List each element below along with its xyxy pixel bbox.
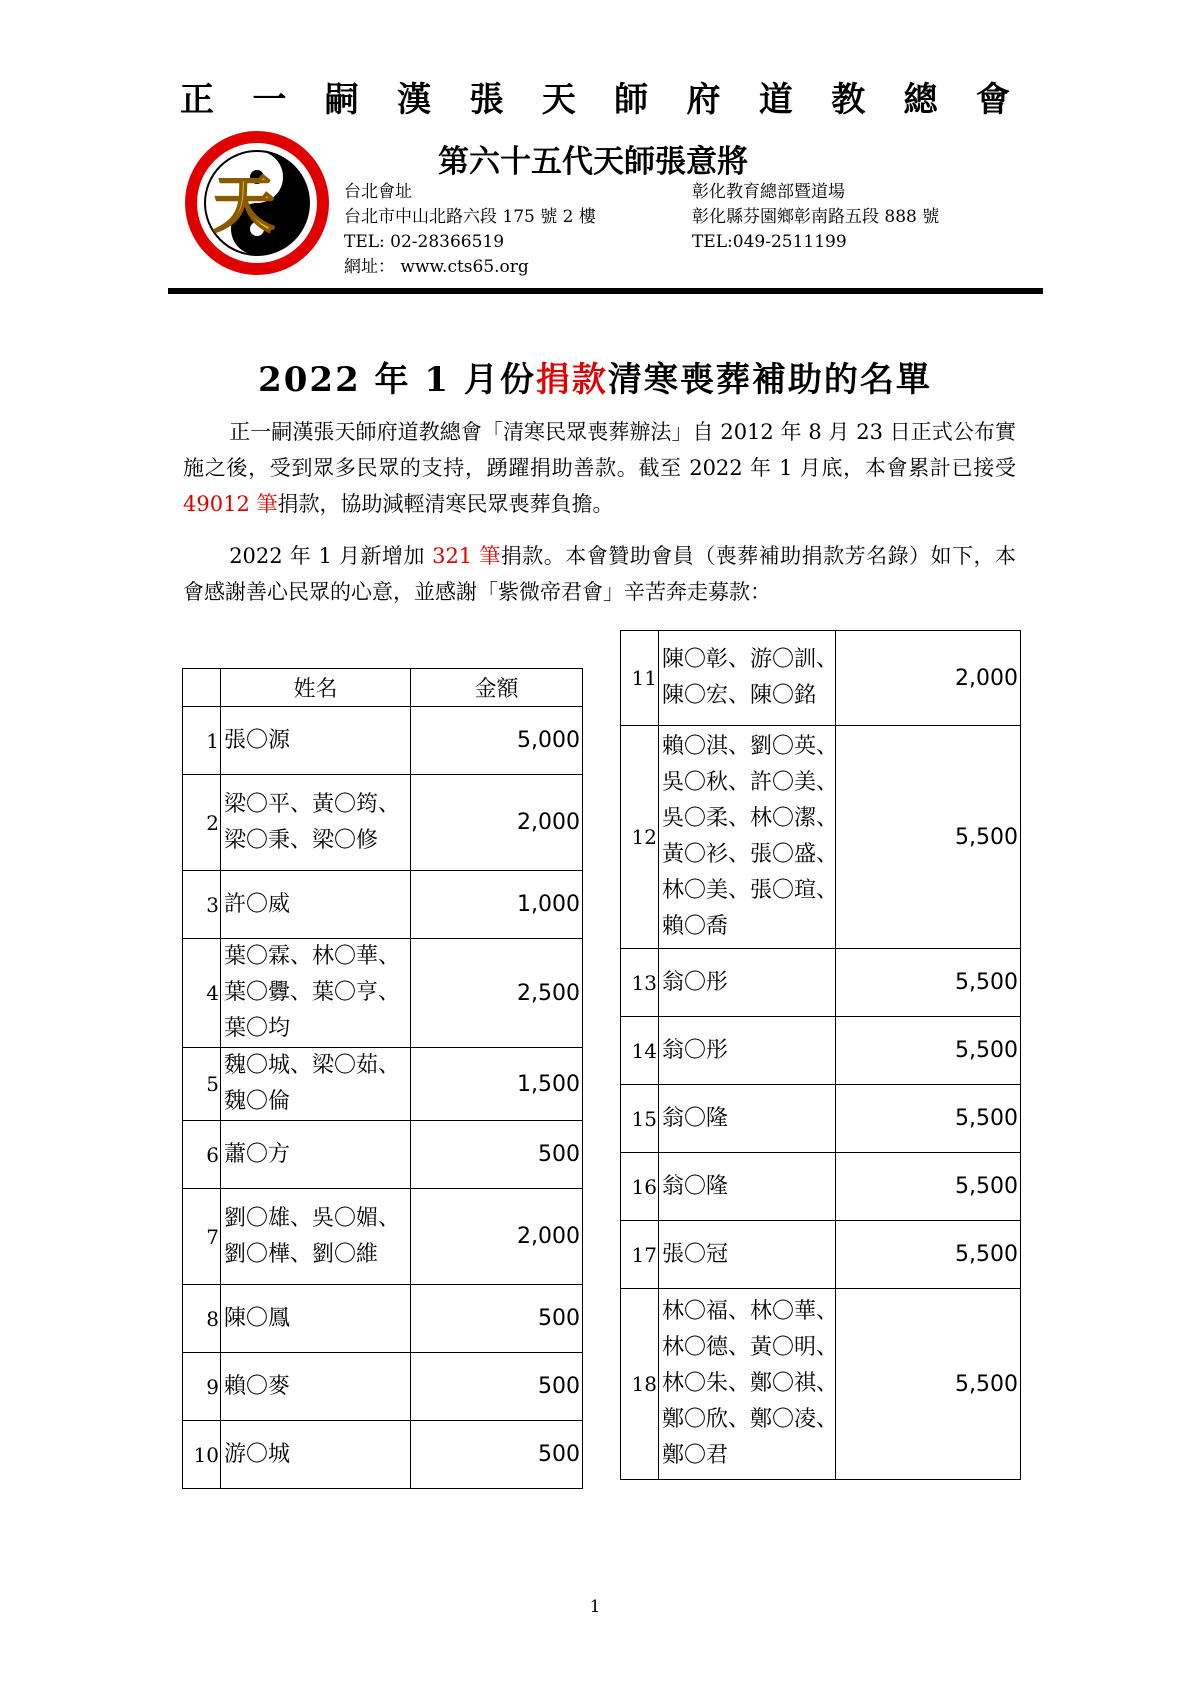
donation-amount: 2,000 [836, 631, 1021, 726]
changhua-address-block [692, 180, 939, 255]
table-row [621, 726, 1021, 949]
org-title-char: 教 [831, 80, 866, 120]
donor-name-line: 鄭〇君 [662, 1443, 729, 1468]
donation-amount: 500 [411, 1421, 583, 1489]
donation-amount: 2,000 [411, 1189, 583, 1285]
table-row [621, 1153, 1021, 1221]
changhua-address: 彰化縣芬園鄉彰南路五段 888 號 [692, 207, 940, 227]
row-number: 13 [621, 949, 659, 1017]
donation-amount: 5,500 [836, 1017, 1021, 1085]
table-row [183, 707, 583, 775]
donor-names-cell [659, 726, 839, 949]
org-title-char: 府 [686, 80, 721, 120]
donation-amount: 5,500 [836, 726, 1021, 949]
table-row [183, 775, 583, 871]
donor-name-line: 翁〇隆 [662, 1105, 729, 1131]
monthly-text-b: 捐款。本會贊助會員（喪葬補助捐款芳名錄）如下，本會感謝善心民眾的心意，並感謝「紫微帝君會」辛苦奔走募款： [183, 544, 1016, 604]
table-row [183, 1121, 583, 1189]
donor-table-right [620, 630, 1021, 1480]
org-title-char: 總 [903, 80, 938, 120]
donation-amount: 5,500 [836, 1153, 1021, 1221]
donor-name-line: 黃〇衫、張〇盛、 [662, 842, 839, 867]
donor-name-line: 賴〇淇、劉〇英、 [662, 734, 839, 759]
donor-name-line: 游〇城 [224, 1441, 291, 1467]
page-number: 1 [589, 1597, 601, 1617]
donor-name-line: 鄭〇欣、鄭〇凌、 [662, 1407, 839, 1432]
table-row [621, 1221, 1021, 1289]
donor-names-cell [659, 949, 836, 1017]
taipei-phone: TEL: 02-28366519 [344, 232, 505, 252]
table-row [183, 1048, 583, 1121]
row-number: 1 [183, 707, 221, 775]
header-amount-cell: 金額 [411, 669, 583, 707]
donor-name-line: 張〇冠 [662, 1241, 729, 1267]
donor-name-line: 劉〇雄、吳〇媚、 [224, 1205, 401, 1231]
row-number: 9 [183, 1353, 221, 1421]
donor-table-left [182, 668, 583, 1489]
taipei-address-block [344, 180, 596, 280]
donor-names-cell [659, 631, 839, 726]
donor-names-cell [221, 775, 411, 871]
donation-amount: 5,500 [836, 1221, 1021, 1289]
donation-amount: 1,500 [411, 1048, 583, 1121]
donation-amount: 500 [411, 1121, 583, 1189]
org-title-char: 師 [614, 80, 649, 120]
donor-names-cell [221, 1121, 411, 1189]
donor-names-cell [659, 1221, 836, 1289]
donor-name-line: 葉〇釁、葉〇亨、 [224, 980, 401, 1005]
org-title-char: 一 [252, 80, 287, 120]
monthly-donations-count: 321 筆 [432, 544, 501, 568]
row-number: 16 [621, 1153, 659, 1221]
donor-names-cell [221, 1189, 411, 1285]
donation-amount: 2,000 [411, 775, 583, 871]
row-number: 5 [183, 1048, 221, 1121]
donor-name-line: 劉〇樺、劉〇維 [224, 1241, 379, 1267]
org-title-char: 會 [975, 80, 1010, 120]
donor-name-line: 許〇威 [224, 891, 291, 917]
donor-name-line: 吳〇柔、林〇潔、 [662, 806, 839, 831]
donor-names-cell [659, 1289, 839, 1480]
donor-name-line: 翁〇隆 [662, 1173, 729, 1199]
row-number: 12 [621, 726, 659, 949]
heavenly-master-subtitle: 第六十五代天師張意將 [438, 144, 748, 180]
title-highlight: 捐款 [535, 360, 608, 400]
donor-names-cell [659, 1085, 836, 1153]
org-title-char: 正 [180, 80, 214, 120]
donor-name-line: 林〇德、黃〇明、 [662, 1335, 839, 1360]
taipei-address: 台北市中山北路六段 175 號 2 樓 [344, 207, 596, 227]
header-divider [168, 288, 1043, 294]
donor-name-line: 梁〇平、黃〇筠、 [224, 791, 401, 817]
donor-names-cell [221, 707, 411, 775]
document-title [0, 352, 1190, 401]
donor-name-line: 梁〇秉、梁〇修 [224, 827, 379, 853]
org-title-char: 漢 [397, 80, 432, 120]
intro-paragraph [183, 414, 1016, 522]
table-row [621, 1085, 1021, 1153]
table-row [621, 949, 1021, 1017]
donor-name-line: 吳〇秋、許〇美、 [662, 770, 839, 795]
donation-amount: 5,500 [836, 1289, 1021, 1480]
row-number: 3 [183, 871, 221, 939]
changhua-label: 彰化教育總部暨道場 [692, 182, 845, 202]
taipei-label: 台北會址 [344, 182, 412, 202]
donor-names-cell [659, 1017, 836, 1085]
intro-text-a: 正一嗣漢張天師府道教總會「清寒民眾喪葬辦法」自 2012 年 8 月 23 日正式公布實施之後，受到眾多民眾的支持，踴躍捐助善款。截至 2022 年 1 月底，本會累計已接受 [183, 420, 1016, 480]
donor-name-line: 賴〇麥 [224, 1373, 291, 1399]
donor-names-cell [221, 1353, 411, 1421]
table-row [183, 1353, 583, 1421]
donor-name-line: 蕭〇方 [224, 1141, 291, 1167]
org-title-char: 嗣 [324, 80, 359, 120]
donor-name-line: 陳〇彰、游〇訓、 [662, 647, 839, 672]
row-number: 17 [621, 1221, 659, 1289]
row-number: 11 [621, 631, 659, 726]
logo-character: 天 [212, 168, 276, 241]
donor-name-line: 賴〇喬 [662, 914, 729, 939]
donor-name-line: 林〇朱、鄭〇祺、 [662, 1371, 839, 1396]
monthly-text-a: 2022 年 1 月新增加 [229, 544, 433, 568]
donor-name-line: 陳〇鳳 [224, 1305, 291, 1331]
donor-name-line: 林〇美、張〇瑄、 [662, 878, 839, 903]
table-row [183, 939, 583, 1048]
donor-names-cell [659, 1153, 836, 1221]
table-row [621, 1017, 1021, 1085]
donation-amount: 5,500 [836, 949, 1021, 1017]
donor-names-cell [221, 1421, 411, 1489]
org-title-char: 天 [541, 80, 576, 120]
table-row [183, 1421, 583, 1489]
donor-name-line: 翁〇彤 [662, 1037, 729, 1063]
row-number: 7 [183, 1189, 221, 1285]
row-number: 6 [183, 1121, 221, 1189]
table-row [621, 631, 1021, 726]
donation-amount: 5,500 [836, 1085, 1021, 1153]
org-title-char: 道 [758, 80, 793, 120]
row-number: 15 [621, 1085, 659, 1153]
donor-names-cell [221, 1285, 411, 1353]
row-number: 14 [621, 1017, 659, 1085]
table-row [183, 871, 583, 939]
org-title-char: 張 [469, 80, 504, 120]
table-header-row [183, 669, 583, 707]
donor-name-line: 魏〇城、梁〇茹、 [224, 1053, 401, 1078]
tai-chi-logo [182, 128, 332, 278]
donor-names-cell [221, 871, 411, 939]
website[interactable]: 網址： www.cts65.org [344, 257, 529, 277]
table-row [621, 1289, 1021, 1480]
intro-text-b: 捐款，協助減輕清寒民眾喪葬負擔。 [277, 492, 614, 516]
donation-amount: 5,000 [411, 707, 583, 775]
row-number: 4 [183, 939, 221, 1048]
donor-name-line: 陳〇宏、陳〇銘 [662, 683, 817, 708]
donation-amount: 500 [411, 1353, 583, 1421]
title-suffix: 清寒喪葬補助的名單 [607, 360, 932, 400]
donor-name-line: 葉〇均 [224, 1016, 291, 1041]
donor-name-line: 翁〇彤 [662, 969, 729, 995]
title-prefix: 2022 年 1 月份 [258, 360, 536, 400]
donor-names-cell [221, 1048, 411, 1121]
row-number: 10 [183, 1421, 221, 1489]
donation-amount: 2,500 [411, 939, 583, 1048]
row-number: 18 [621, 1289, 659, 1480]
organization-title [180, 72, 1010, 121]
donor-name-line: 葉〇霖、林〇華、 [224, 944, 401, 969]
header-number-cell [183, 669, 221, 707]
table-row [183, 1189, 583, 1285]
donor-name-line: 張〇源 [224, 727, 291, 753]
donation-amount: 1,000 [411, 871, 583, 939]
monthly-paragraph [183, 538, 1016, 610]
donor-names-cell [221, 939, 411, 1048]
row-number: 2 [183, 775, 221, 871]
changhua-phone: TEL:049-2511199 [692, 232, 847, 252]
donation-amount: 500 [411, 1285, 583, 1353]
row-number: 8 [183, 1285, 221, 1353]
donor-name-line: 魏〇倫 [224, 1089, 291, 1114]
table-row [183, 1285, 583, 1353]
donor-name-line: 林〇福、林〇華、 [662, 1299, 839, 1324]
total-donations-count: 49012 筆 [183, 492, 278, 516]
header-name-cell: 姓名 [221, 669, 411, 707]
